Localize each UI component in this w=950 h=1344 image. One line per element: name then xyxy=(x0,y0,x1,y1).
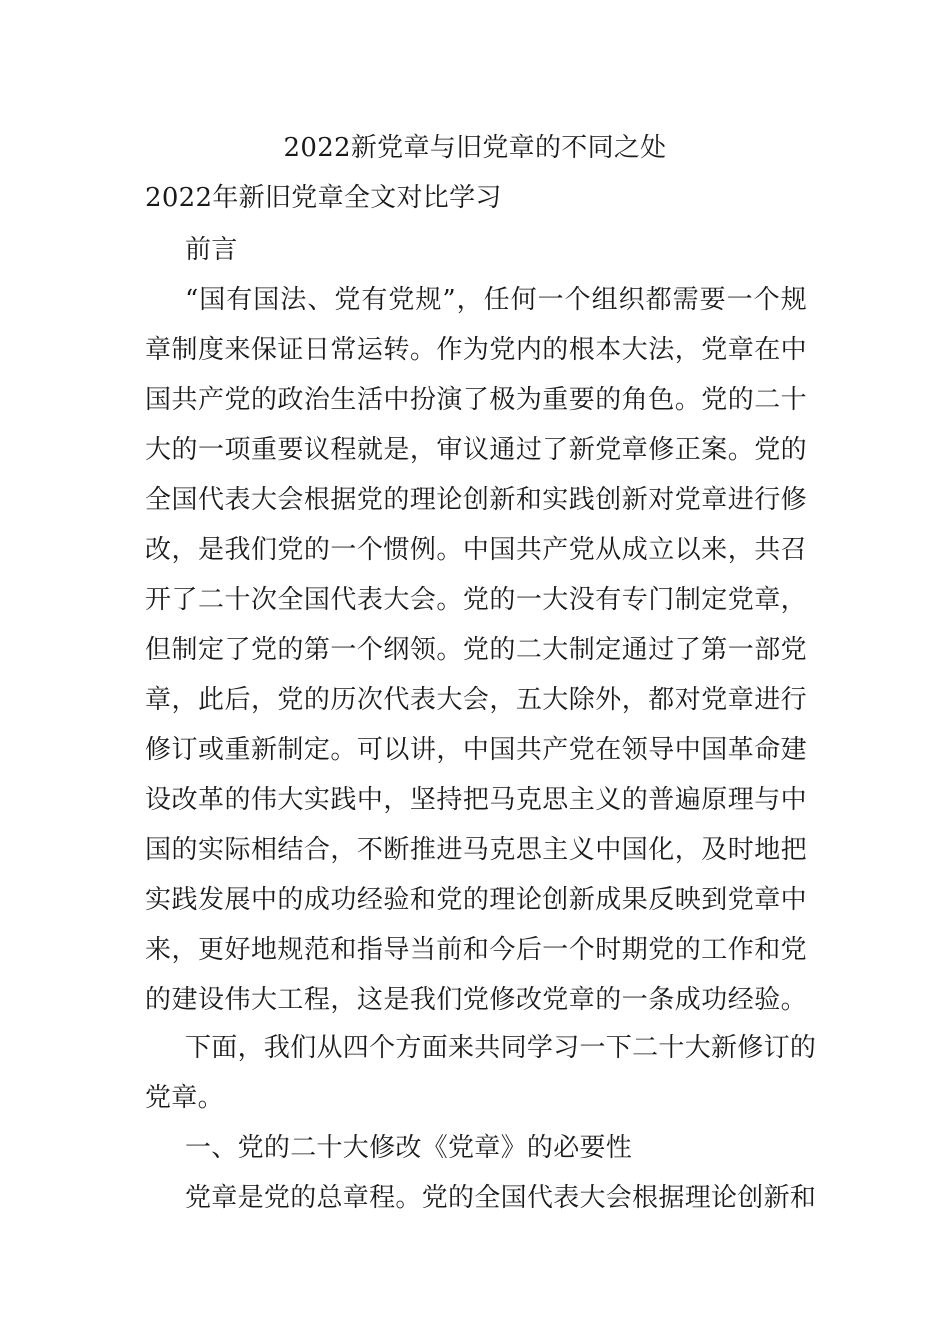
document-subtitle: 2022年新旧党章全文对比学习 xyxy=(145,183,502,213)
paragraph-line: 大的一项重要议程就是，审议通过了新党章修正案。党的 xyxy=(145,435,807,465)
paragraph-line: 国共产党的政治生活中扮演了极为重要的角色。党的二十 xyxy=(145,385,807,415)
paragraph-line: 下面，我们从四个方面来共同学习一下二十大新修订的 xyxy=(185,1033,817,1063)
heading-preface: 前言 xyxy=(185,235,238,265)
paragraph-line: 章，此后，党的历次代表大会，五大除外，都对党章进行 xyxy=(145,685,807,715)
paragraph-line: 修订或重新制定。可以讲，中国共产党在领导中国革命建 xyxy=(145,735,807,765)
document-title: 2022新党章与旧党章的不同之处 xyxy=(283,133,667,163)
paragraph-line: 国的实际相结合，不断推进马克思主义中国化，及时地把 xyxy=(145,835,807,865)
paragraph-line: 全国代表大会根据党的理论创新和实践创新对党章进行修 xyxy=(145,485,807,515)
heading-section-1: 一、党的二十大修改《党章》的必要性 xyxy=(185,1133,633,1163)
paragraph-line: 党章。 xyxy=(145,1083,224,1113)
paragraph-line: 开了二十次全国代表大会。党的一大没有专门制定党章， xyxy=(145,585,807,615)
paragraph-line: 章制度来保证日常运转。作为党内的根本大法，党章在中 xyxy=(145,335,807,365)
paragraph-line: “国有国法、党有党规”，任何一个组织都需要一个规 xyxy=(185,285,807,315)
paragraph-line: 设改革的伟大实践中，坚持把马克思主义的普遍原理与中 xyxy=(145,785,807,815)
paragraph-line: 来，更好地规范和指导当前和今后一个时期党的工作和党 xyxy=(145,935,807,965)
paragraph-line: 但制定了党的第一个纲领。党的二大制定通过了第一部党 xyxy=(145,635,807,665)
paragraph-line: 党章是党的总章程。党的全国代表大会根据理论创新和 xyxy=(185,1183,817,1213)
paragraph-line: 实践发展中的成功经验和党的理论创新成果反映到党章中 xyxy=(145,885,807,915)
paragraph-line: 的建设伟大工程，这是我们党修改党章的一条成功经验。 xyxy=(145,985,807,1015)
paragraph-line: 改，是我们党的一个惯例。中国共产党从成立以来，共召 xyxy=(145,535,807,565)
